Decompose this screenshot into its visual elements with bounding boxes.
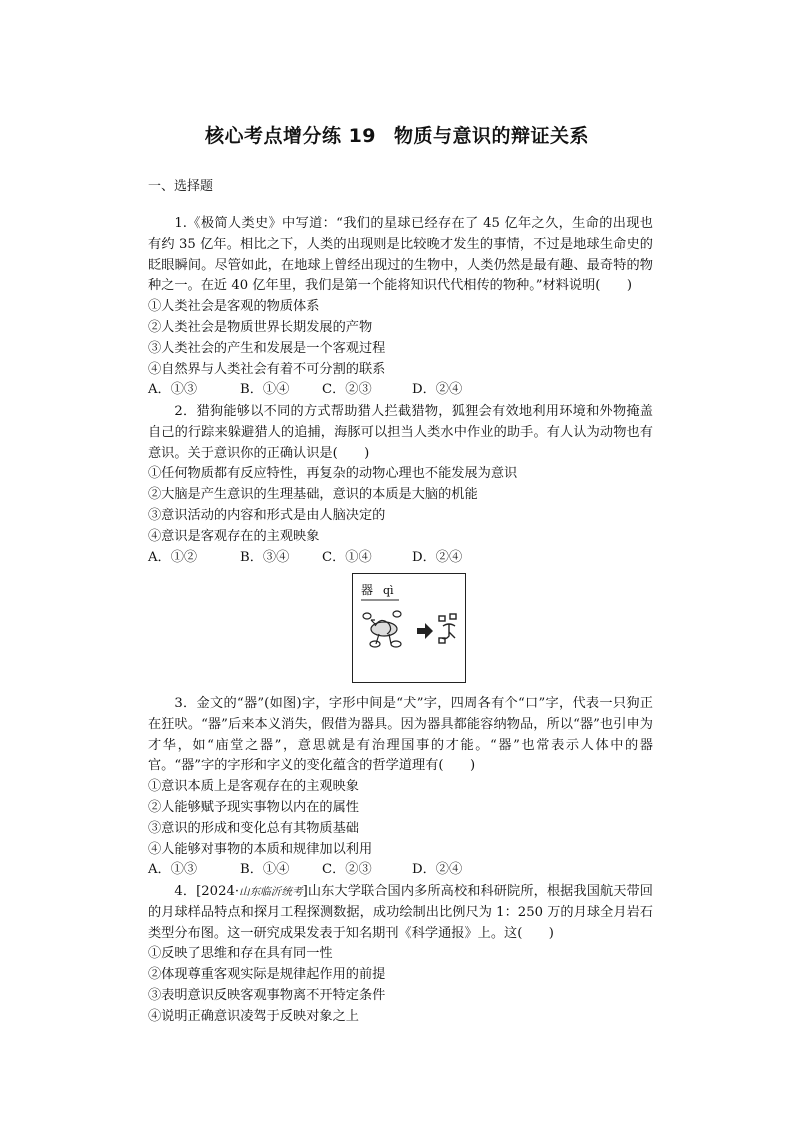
ancient-glyph	[439, 614, 456, 643]
question-2-option-4: ④意识是客观存在的主观映象	[148, 528, 320, 544]
choice-b: B．①④	[240, 862, 290, 878]
choice-a: A．①③	[148, 382, 198, 398]
choice-b: B．③④	[240, 549, 290, 565]
choice-a: A．①③	[148, 862, 198, 878]
question-1-text: 1.《极简人类史》中写道：“我们的星球已经存在了 45 亿年之久，生命的出现也有约 35 亿年。相比之下，人类的出现则是比较晚才发生的事情，不过是地球生命史的眨眼瞬间。尽管如此，在地球上曾经出现过的生物中，人类仍然是最有趣、最奇特的物种之一。在近 40 亿年里，我们是第一个能将知识代代相传的物种。”材料说明( )	[148, 216, 653, 294]
question-4-option-4: ④说明正确意识凌驾于反映对象之上	[148, 1008, 359, 1024]
figure-char: 器	[361, 583, 374, 597]
question-1-option-4: ④自然界与人类社会有着不可分割的联系	[148, 361, 386, 377]
question-3-option-3: ③意识的形成和变化总有其物质基础	[148, 820, 359, 836]
question-4-text	[148, 882, 653, 944]
jinwen-illustration	[353, 574, 465, 682]
question-4-prefix: 4．[2024·	[174, 884, 240, 899]
question-3-text: 3．金文的“器”(如图)字，字形中间是“犬”字，四周各有个“口”字，代表一只狗正在狂吠。“器”后来本义消失，假借为器具。因为器具都能容纳物品，所以“器”也引申为才华，如“庙堂之器”，意思就是有治理国事的才能。“器”也常表示人体中的器官。“器”字的字形和字义的变化蕴含的哲学道理有( )	[148, 696, 653, 774]
question-1-option-3: ③人类社会的产生和发展是一个客观过程	[148, 340, 386, 356]
figure-pinyin: qì	[383, 584, 394, 597]
question-3-choices	[148, 860, 653, 881]
question-2-option-1: ①任何物质都有反应特性，再复杂的动物心理也不能发展为意识	[148, 466, 518, 482]
choice-c: C．①④	[322, 549, 372, 565]
choice-a: A．①②	[148, 549, 198, 565]
choice-d: D．②④	[412, 549, 463, 565]
question-3-option-4: ④人能够对事物的本质和规律加以利用	[148, 841, 373, 857]
choice-c: C．②③	[322, 862, 372, 878]
question-2-option-3: ③意识活动的内容和形式是由人脑决定的	[148, 507, 386, 523]
question-1-option-2: ②人类社会是物质世界长期发展的产物	[148, 319, 373, 335]
barking-dog-scene	[363, 611, 401, 647]
question-1-choices	[148, 380, 653, 401]
question-2	[148, 402, 653, 568]
arrow-icon	[417, 623, 433, 639]
question-3	[148, 694, 653, 881]
title-sub: 物质与意识的辩证关系	[394, 125, 590, 147]
choice-d: D．②④	[412, 382, 463, 398]
question-4-option-1: ①反映了思维和存在具有同一性	[148, 946, 333, 962]
question-3-option-1: ①意识本质上是客观存在的主观映象	[148, 779, 359, 795]
question-4-option-3: ③表明意识反映客观事物离不开特定条件	[148, 987, 386, 1003]
question-4	[148, 882, 653, 1028]
question-2-choices	[148, 548, 653, 569]
question-1	[148, 214, 653, 401]
page-title	[0, 121, 794, 148]
question-2-option-2: ②大脑是产生意识的生理基础，意识的本质是大脑的机能	[148, 487, 478, 503]
choice-d: D．②④	[412, 862, 463, 878]
question-3-option-2: ②人能够赋予现实事物以内在的属性	[148, 799, 359, 815]
section-heading: 一、选择题	[148, 179, 214, 194]
jinwen-figure	[352, 573, 466, 683]
choice-b: B．①④	[240, 382, 290, 398]
choice-c: C．②③	[322, 382, 372, 398]
question-1-option-1: ①人类社会是客观的物质体系	[148, 299, 320, 315]
question-4-option-2: ②体现尊重客观实际是规律起作用的前提	[148, 967, 386, 983]
question-4-body: ]山东大学联合国内多所高校和科研院所，根据我国航天带回的月球样品特点和探月工程探测数据，成功绘制出比例尺为 1：250 万的月球全月岩石类型分布图。这一研究成果发表于知名期刊《科学通报》上。这( )	[148, 884, 653, 941]
question-2-text: 2．猎狗能够以不同的方式帮助猎人拦截猎物，狐狸会有效地利用环境和外物掩盖自己的行踪来躲避猎人的追捕，海豚可以担当人类水中作业的助手。有人认为动物也有意识。关于意识你的正确认识是( )	[148, 404, 653, 461]
title-main: 核心考点增分练 19	[204, 125, 377, 147]
question-4-source: 山东临沂统考	[239, 886, 303, 898]
